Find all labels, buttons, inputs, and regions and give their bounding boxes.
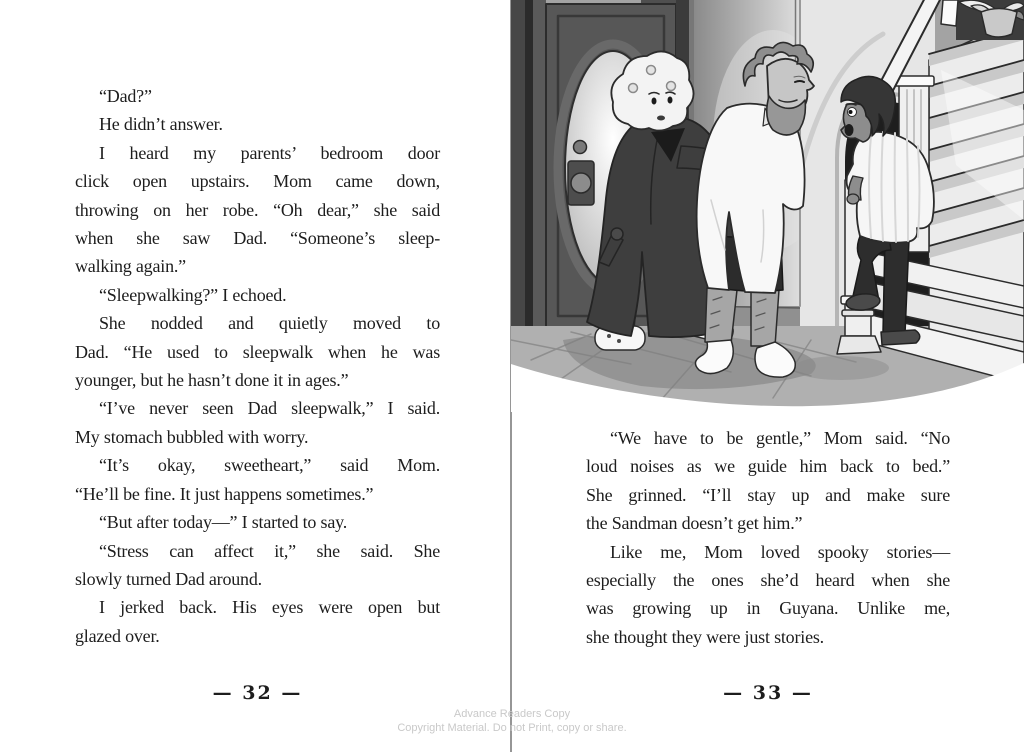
left-page-text: [75, 82, 440, 650]
text-line: loud noises as we guide him back to bed.”: [586, 456, 950, 477]
left-page-number: — 32 —: [212, 682, 303, 704]
text-line: “Dad?”: [99, 86, 152, 106]
text-line: “Sleepwalking?” I echoed.: [99, 284, 287, 305]
text-line: throwing on her robe. “Oh dear,” she said: [75, 199, 440, 220]
text-line: “But after today—” I started to say.: [99, 512, 348, 533]
text-line: “He’ll be fine. It just happens sometimes.”: [75, 483, 374, 504]
text-line: “I’ve never seen Dad sleepwalk,” I said.: [99, 398, 440, 419]
text-line: “Stress can affect it,” she said. She: [99, 540, 440, 561]
watermark-line-2: Copyright Material. Do not Print, copy or share.: [397, 721, 627, 734]
text-line: click open upstairs. Mom came down,: [75, 171, 440, 192]
text-line: My stomach bubbled with worry.: [75, 426, 309, 447]
text-line: I heard my parents’ bedroom door: [99, 142, 440, 163]
text-line: Like me, Mom loved spooky stories—: [610, 541, 950, 562]
text-line: glazed over.: [75, 625, 160, 646]
arc-watermark: [0, 708, 1024, 735]
text-line: “It’s okay, sweetheart,” said Mom.: [99, 455, 440, 476]
plant-pot: [981, 9, 1017, 38]
text-line: She grinned. “I’ll stay up and make sure: [586, 484, 950, 505]
right-page-number: — 33 —: [723, 682, 813, 704]
text-line: She nodded and quietly moved to: [99, 313, 440, 334]
hallway-illustration: [511, 0, 1024, 412]
text-line: I jerked back. His eyes were open but: [99, 597, 440, 618]
right-page-text: [586, 424, 950, 651]
text-line: slowly turned Dad around.: [75, 568, 262, 589]
text-line: He didn’t answer.: [99, 114, 223, 135]
text-line: the Sandman doesn’t get him.”: [586, 513, 803, 534]
text-line: was growing up in Guyana. Unlike me,: [586, 598, 950, 619]
text-line: Dad. “He used to sleepwalk when he was: [75, 341, 440, 362]
text-line: she thought they were just stories.: [586, 626, 824, 647]
text-line: especially the ones she’d heard when she: [586, 570, 950, 591]
wall-frame: [941, 0, 958, 26]
text-line: younger, but he hasn’t done it in ages.”: [75, 370, 349, 391]
watermark-line-1: Advance Readers Copy: [453, 708, 571, 720]
text-line: walking again.”: [75, 256, 186, 277]
kid-slipper: [881, 330, 920, 345]
text-line: when she saw Dad. “Someone’s sleep-: [75, 228, 440, 249]
text-line: “We have to be gentle,” Mom said. “No: [610, 428, 950, 448]
